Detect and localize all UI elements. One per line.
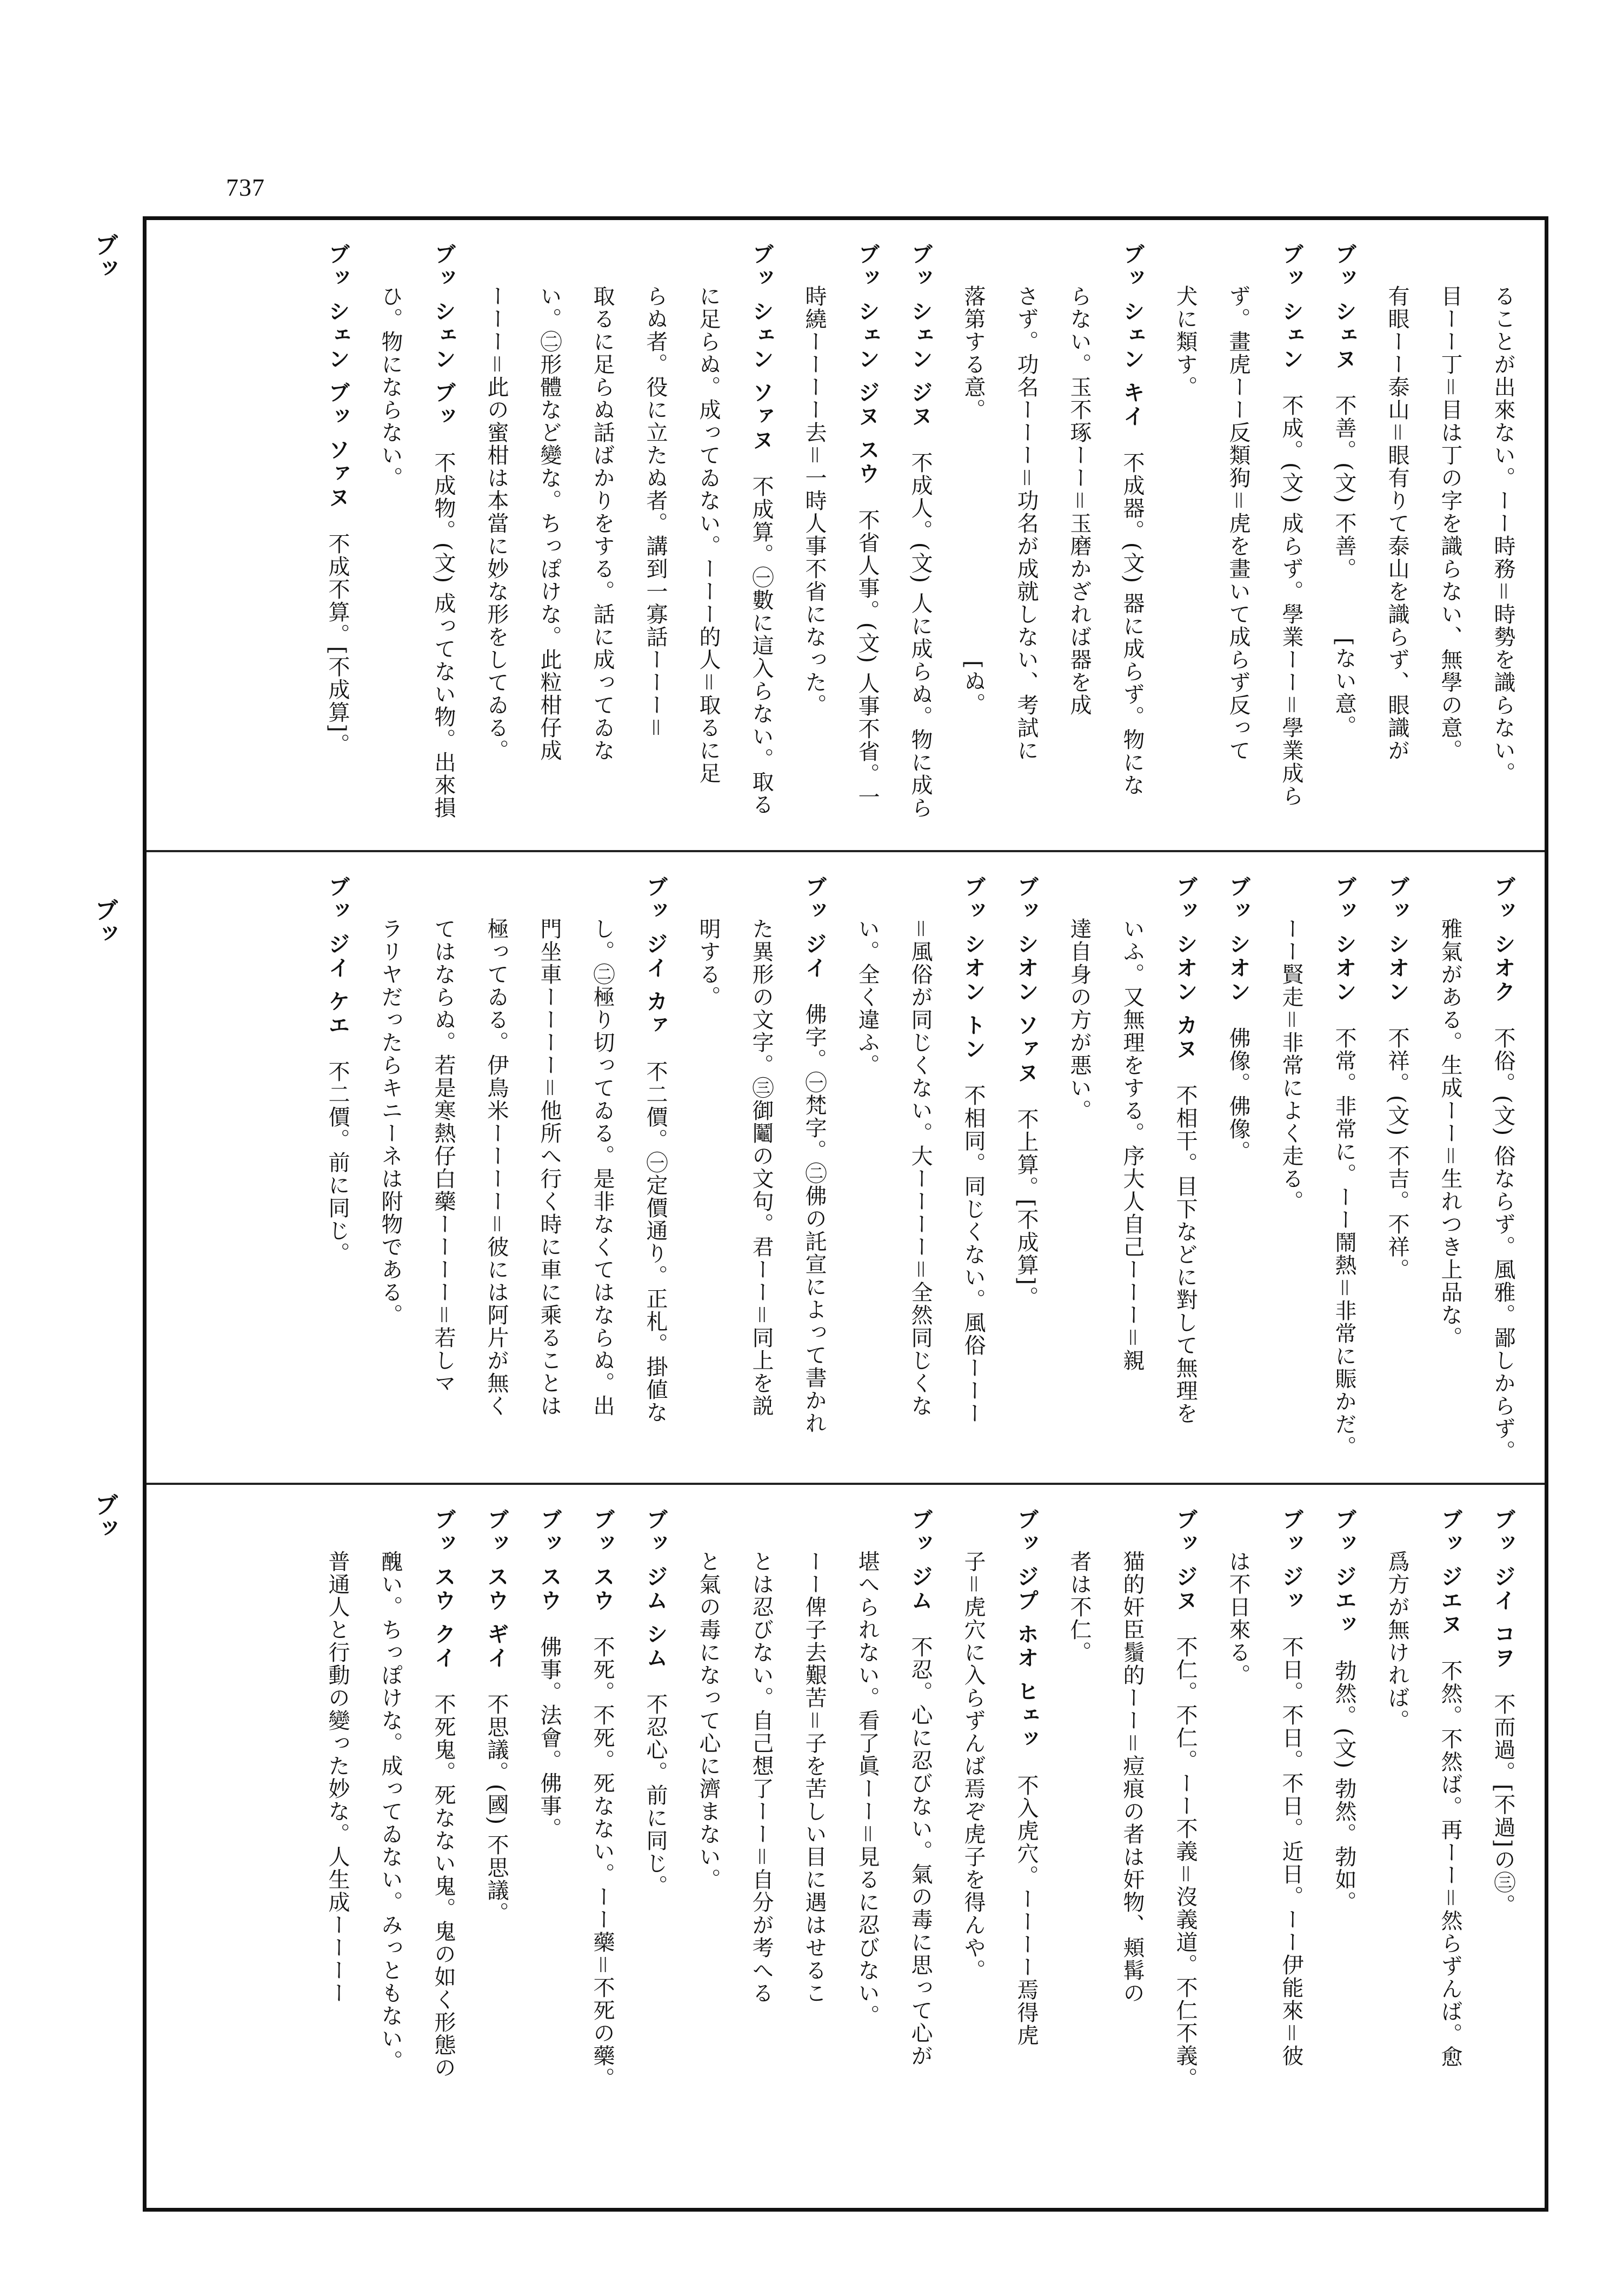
entry-text: ることが出來ない。ーー時務＝時勢を識らない。 [1491,285,1515,785]
entry-column [470,1485,523,2210]
entry-headword: ブッ ジイ カァ [643,875,668,1038]
entry-text: 落第する意。 [ぬ。 [961,285,986,715]
entry-headword: ブッ ジヌ [1173,1508,1198,1613]
entry-headword: ブッ スウ [590,1508,615,1613]
band-divider [147,850,1545,852]
entry-headword: ブッ シェン ブッ ソァヌ [325,243,350,510]
entry-text: 不二價。前に同じ。 [325,1060,350,1265]
entry-text: 不思議。(國) 不思議。 [484,1693,509,1925]
entry-text: てはならぬ。若是寒熱仔白藥ーーーー＝若しマ [431,918,456,1395]
entry-headword: ブッ ジプ ホオ ヒェッ [1014,1508,1039,1751]
continuation-column [1212,1485,1265,2210]
continuation-column [1212,220,1265,850]
entry-headword: ブッ シェン [1279,243,1303,371]
continuation-column [1371,1485,1424,2210]
continuation-column [735,1485,788,2210]
entry-column [1476,853,1529,1483]
page-number: 737 [226,174,265,201]
band-columns [147,853,1545,1483]
entry-headword: ブッ シェン ジヌ [908,243,933,429]
dictionary-band-bottom [147,1485,1545,2210]
entry-headword: ブッ シオン カヌ [1173,875,1198,1061]
entry-text: 勃然。(文) 勃然。勃如。 [1332,1659,1356,1914]
entry-text: 不死。不死。死なない。ーー藥＝不死の藥。 [590,1635,615,2090]
entry-headword: ブッ ジム シム [643,1508,668,1670]
entry-headword: ブッ シオン ソァヌ [1014,875,1039,1085]
entry-column [629,853,682,1483]
entry-text: 不成。(文) 成らず。學業ーー＝學業成ら [1279,394,1303,807]
entry-text: 不然。不然ば。再ーー＝然らずんば。愈 [1438,1659,1462,2068]
continuation-column [947,220,1000,850]
entry-column [1476,1485,1529,2210]
margin-mark: ブッ [90,233,118,280]
continuation-column [841,1485,894,2210]
continuation-column [311,1485,364,2210]
entry-column [1000,1485,1053,2210]
continuation-column [1000,220,1053,850]
entry-headword: ブッ シオン トン [961,875,986,1061]
entry-column [1318,853,1371,1483]
entry-column [1159,1485,1212,2210]
entry-text: ーー俾子去艱苦＝子を苦しい目に遇はせるこ [802,1550,827,2005]
entry-text: 有眼ーー泰山＝眼有りて泰山を識らず、眼識が [1385,285,1409,762]
entry-text: ラリヤだったらキニーネは附物である。 [378,918,403,1326]
continuation-column [364,853,417,1483]
continuation-column [1371,220,1424,850]
entry-text: 不成人。(文) 人に成らぬ。物に成ら [908,451,933,819]
dictionary-band-middle [147,853,1545,1483]
entry-text: 者は不仁。 [1067,1550,1092,1664]
entry-text: とは忍びない。自己想了ーー＝自分が考へる [749,1550,774,2005]
entry-text: 雅氣がある。生成ーー＝生れつき上品な。 [1438,918,1462,1349]
continuation-column [1476,220,1529,850]
entry-headword: ブッ ジッ [1279,1508,1303,1613]
entry-text: らぬ者。役に立たぬ者。講到一寡話ーーー＝ [643,285,668,739]
entry-column [1318,220,1371,850]
continuation-column [576,220,629,850]
continuation-column [470,220,523,850]
margin-mark: ブッ [90,1492,118,1540]
entry-headword: ブッ シオク [1491,875,1515,1004]
entry-headword: ブッ シェヌ [1332,243,1356,371]
entry-column [629,1485,682,2210]
entry-headword: ブッ シオン [1332,875,1356,1004]
continuation-column [788,1485,841,2210]
entry-headword: ブッ ジイ [802,875,827,980]
entry-text: 不忍。心に忍びない。氣の毒に思って心が [908,1635,933,2067]
entry-text: 普通人と行動の變った妙な。人生成ーーーー [325,1550,350,2005]
continuation-column [576,853,629,1483]
continuation-column [1265,853,1318,1483]
entry-text: 不入虎穴。ーーーー焉得虎 [1014,1774,1039,2047]
entry-text: 佛事。法會。佛事。 [537,1635,562,1840]
entry-headword: ブッ ジイ コヲ [1491,1508,1515,1670]
entry-text: 不相干。目下などに對して無理を [1173,1084,1198,1425]
continuation-column [364,1485,417,2210]
entry-text: ーーー＝此の蜜柑は本當に妙な形をしてゐる。 [484,285,509,762]
entry-column [417,1485,470,2210]
entry-headword: ブッ シェン ソァヌ [749,243,774,453]
entry-column [1212,853,1265,1483]
continuation-column [1424,853,1476,1483]
entry-text: た異形の文字。㊂御鬮の文句。君ーー＝同上を説 [749,918,774,1417]
band-divider [147,1483,1545,1485]
entry-text: 不相同。同じくない。風俗ーーー [961,1084,986,1425]
continuation-column [1053,220,1106,850]
entry-column [1106,220,1159,850]
continuation-column [682,853,735,1483]
entry-headword: ブッ シオン [1385,875,1409,1004]
entry-column [1000,853,1053,1483]
entry-text: 不成不算。[不成算]。 [325,532,350,756]
entry-text: 不而過。[不過]の㊂。 [1491,1693,1515,1917]
entry-text: 不常。非常に。ーー鬧熱＝非常に賑かだ。 [1332,1026,1356,1458]
entry-headword: ブッ スウ ギイ [484,1508,509,1670]
entry-column [417,220,470,850]
continuation-column [841,853,894,1483]
entry-column [841,220,894,850]
entry-text: 不省人事。(文) 人事不省。一 [855,508,880,808]
continuation-column [1159,220,1212,850]
entry-text: い。全く違ふ。 [855,918,880,1077]
entry-text: 不日。不日。不日。近日。ーー伊能來＝彼 [1279,1635,1303,2067]
entry-column [1265,220,1318,850]
entry-column [1424,1485,1476,2210]
entry-text: 佛字。㊀梵字。㊁佛の託宣によって書かれ [802,1003,827,1435]
entry-headword: ブッ スウ [537,1508,562,1613]
entry-text: 爲方が無ければ。 [1385,1550,1409,1732]
continuation-column [947,1485,1000,2210]
entry-text: 明する。 [696,918,721,1008]
entry-column [1318,1485,1371,2210]
entry-text: と氣の毒になって心に濟まない。 [696,1550,721,1891]
entry-text: 犬に類す。 [1173,285,1198,399]
entry-text: 門坐車ーーーー＝他所へ行く時に車に乘ることは [537,918,562,1417]
entry-text: 不忍心。前に同じ。 [643,1693,668,1897]
continuation-column [523,853,576,1483]
entry-text: に足らぬ。成ってゐない。ーーー的人＝取るに足 [696,285,721,785]
entry-text: し。㊁極り切ってゐる。是非なくてはならぬ。出 [590,918,615,1417]
entry-headword: ブッ ジエヌ [1438,1508,1462,1637]
continuation-column [1053,1485,1106,2210]
continuation-column [470,853,523,1483]
continuation-column [1106,853,1159,1483]
continuation-column [894,853,947,1483]
entry-headword: ブッ シェン キイ [1120,243,1145,429]
continuation-column [523,220,576,850]
dictionary-band-top [147,220,1545,850]
continuation-column [1106,1485,1159,2210]
continuation-column [788,220,841,850]
entry-text: 不二價。㊀定價通り。正札。掛値な [643,1060,668,1424]
entry-column [788,853,841,1483]
entry-headword: ブッ スウ クイ [431,1508,456,1670]
entry-text: 不仁。不仁。ーー不義＝沒義道。不仁不義。 [1173,1635,1198,2090]
continuation-column [1424,220,1476,850]
entry-headword: ブッ シェン ジヌ スウ [855,243,880,486]
band-columns [147,1485,1545,2210]
entry-text: い。㊁形體など變な。ちっぽけな。此粒柑仔成 [537,285,562,762]
entry-headword: ブッ ジエッ [1332,1508,1356,1637]
entry-text: 猫的奸臣鬚的ーー＝痘痕の者は奸物、頬髯の [1120,1550,1145,2005]
continuation-column [417,853,470,1483]
band-columns [147,220,1545,850]
entry-text: 不成物。(文) 成ってない物。出來損 [431,451,456,819]
entry-text: ず。畫虎ーー反類狗＝虎を畫いて成らず反って [1226,285,1250,762]
entry-text: ＝風俗が同じくない。大ーーーー＝全然同じくな [908,918,933,1417]
entry-headword: ブッ ジム [908,1508,933,1613]
entry-text: ひ。物にならない。 [378,285,403,489]
entry-text: 時繞ーーーー去＝一時人事不省になった。 [802,285,827,716]
entry-column [576,1485,629,2210]
entry-text: 不成算。㊀數に這入らない。取る [749,475,774,816]
entry-text: 子＝虎穴に入らずんば焉ぞ虎子を得んや。 [961,1550,986,1982]
entry-headword: ブッ シオン [1226,875,1250,1004]
entry-text: 醜い。ちっぽけな。成ってゐない。みっともない。 [378,1550,403,2073]
continuation-column [682,220,735,850]
entry-column [311,853,364,1483]
entry-text: いふ。又無理をする。序大人自己ーーー＝親 [1120,918,1145,1372]
entry-column [894,220,947,850]
entry-text: さず。功名ーーー＝功名が成就しない、考試に [1014,285,1039,762]
entry-column [1371,853,1424,1483]
continuation-column [364,220,417,850]
entry-text: 佛像。佛像。 [1226,1026,1250,1163]
entry-text: ーー賢走＝非常によく走る。 [1279,918,1303,1213]
page-frame [143,216,1548,2212]
entry-column [947,853,1000,1483]
entry-text: 不死鬼。死なない鬼。鬼の如く形態の [431,1693,456,2079]
continuation-column [629,220,682,850]
entry-text: 不成器。(文) 器に成らず。物にな [1120,451,1145,797]
entry-text: 不祥。(文) 不吉。不祥。 [1385,1026,1409,1281]
entry-text: 不上算。[不成算]。 [1014,1107,1039,1309]
entry-column [1159,853,1212,1483]
margin-mark: ブッ [90,898,118,945]
entry-text: は不日來る。 [1226,1550,1250,1687]
entry-text: らない。玉不琢ーー＝玉磨かざれば器を成 [1067,285,1092,716]
entry-column [735,220,788,850]
entry-text: 極ってゐる。伊鳥米ーーーー＝彼には阿片が無く [484,918,509,1417]
continuation-column [1053,853,1106,1483]
entry-column [523,1485,576,2210]
entry-text: 堪へられない。看了眞ーー＝見るに忍びない。 [855,1550,880,2027]
entry-text: 目ーー丁＝目は丁の字を識らない、無學の意。 [1438,285,1462,762]
continuation-column [735,853,788,1483]
continuation-column [682,1485,735,2210]
entry-headword: ブッ シェン ブッ [431,243,456,429]
entry-text: 不善。(文) 不善。 [ない意。 [1332,394,1356,738]
entry-text: 不俗。(文) 俗ならず。風雅。鄙しからず。 [1491,1026,1515,1463]
entry-headword: ブッ ジイ ケエ [325,875,350,1038]
entry-text: 達自身の方が悪い。 [1067,918,1092,1122]
entry-column [1265,1485,1318,2210]
entry-text: 取るに足らぬ話ばかりをする。話に成ってゐな [590,285,615,762]
entry-column [311,220,364,850]
entry-column [894,1485,947,2210]
